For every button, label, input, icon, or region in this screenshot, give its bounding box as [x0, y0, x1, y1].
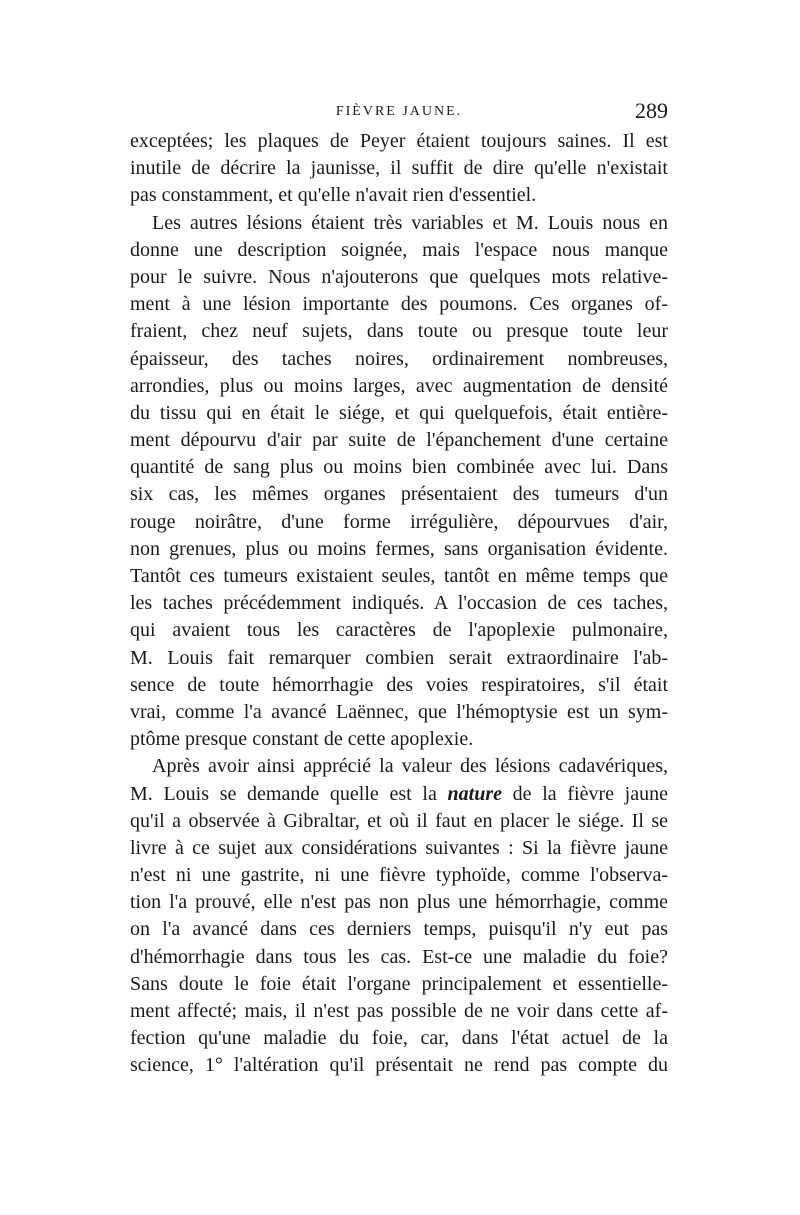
text-line: ptôme presque constant de cette apoplexie. — [130, 728, 474, 751]
body-text — [130, 128, 668, 1080]
text-line: Sans doute le foie était l'organe principalement et essentielle- — [130, 972, 668, 995]
text-line: Tantôt ces tumeurs existaient seules, tantôt en même temps que — [130, 565, 668, 587]
page-number: 289 — [635, 98, 668, 123]
text-line: donne une description soignée, mais l'espace nous manque — [130, 238, 668, 261]
running-head-title: FIÈVRE JAUNE. — [335, 104, 463, 119]
text-line — [130, 781, 668, 808]
text-line: les taches précédemment indiqués. A l'occasion de ces taches, — [130, 592, 668, 615]
text-line: tion l'a prouvé, elle n'est pas non plus une hémorrhagie, comme — [130, 891, 668, 914]
text-line: livre à ce sujet aux considérations suivantes : Si la fièvre jaune — [130, 836, 668, 859]
text-line: fection qu'une maladie du foie, car, dans l'état actuel de la — [130, 1027, 668, 1050]
text-line: arrondies, plus ou moins larges, avec augmentation de densité — [130, 374, 668, 397]
text-run: M. Louis se demande quelle est la — [130, 782, 448, 805]
text-line: sence de toute hémorrhagie des voies respiratoires, s'il était — [130, 673, 668, 696]
text-line: on l'a avancé dans ces derniers temps, puisqu'il n'y eut pas — [130, 918, 668, 941]
emphasized-word: nature — [447, 782, 502, 805]
text-line: M. Louis fait remarquer combien serait extraordinaire l'ab- — [130, 646, 668, 669]
text-line: épaisseur, des taches noires, ordinairement nombreuses, — [130, 347, 668, 370]
text-line: inutile de décrire la jaunisse, il suffit de dire qu'elle n'existait — [130, 157, 668, 180]
text-line: Après avoir ainsi apprécié la valeur des lésions cadavériques, — [152, 755, 668, 778]
text-line: ment à une lésion importante des poumons. Ces organes of- — [130, 293, 668, 316]
text-line: d'hémorrhagie dans tous les cas. Est-ce une maladie du foie? — [130, 945, 668, 968]
text-line: qu'il a observée à Gibraltar, et où il faut en placer le siége. Il se — [130, 809, 668, 832]
text-line: n'est ni une gastrite, ni une fièvre typhoïde, comme l'observa- — [130, 864, 668, 887]
text-line: quantité de sang plus ou moins bien combinée avec lui. Dans — [130, 456, 668, 479]
text-line: ment affecté; mais, il n'est pas possible de ne voir dans cette af- — [130, 1000, 668, 1022]
text-line: rouge noirâtre, d'une forme irrégulière, dépourvues d'air, — [130, 510, 668, 533]
text-line: six cas, les mêmes organes présentaient des tumeurs d'un — [130, 483, 668, 506]
text-line: exceptées; les plaques de Peyer étaient toujours saines. Il est — [130, 130, 668, 152]
text-line: pas constamment, et qu'elle n'avait rien d'essentiel. — [130, 184, 537, 207]
text-line: pour le suivre. Nous n'ajouterons que quelques mots relative- — [130, 265, 668, 288]
text-line: du tissu qui en était le siége, et qui quelquefois, était entière- — [130, 401, 668, 424]
text-run: de la fièvre jaune — [501, 782, 668, 805]
running-head — [130, 98, 668, 128]
text-line: Les autres lésions étaient très variables et M. Louis nous en — [152, 211, 668, 234]
text-line: science, 1° l'altération qu'il présentait ne rend pas compte du — [130, 1054, 668, 1077]
text-line: qui avaient tous les caractères de l'apoplexie pulmonaire, — [130, 619, 668, 642]
text-line: ment dépourvu d'air par suite de l'épanchement d'une certaine — [130, 429, 668, 452]
text-line: fraient, chez neuf sujets, dans toute ou presque toute leur — [130, 320, 668, 343]
text-line: vrai, comme l'a avancé Laënnec, que l'hémoptysie est un sym- — [130, 700, 668, 723]
text-line: non grenues, plus ou moins fermes, sans organisation évidente. — [130, 537, 668, 560]
